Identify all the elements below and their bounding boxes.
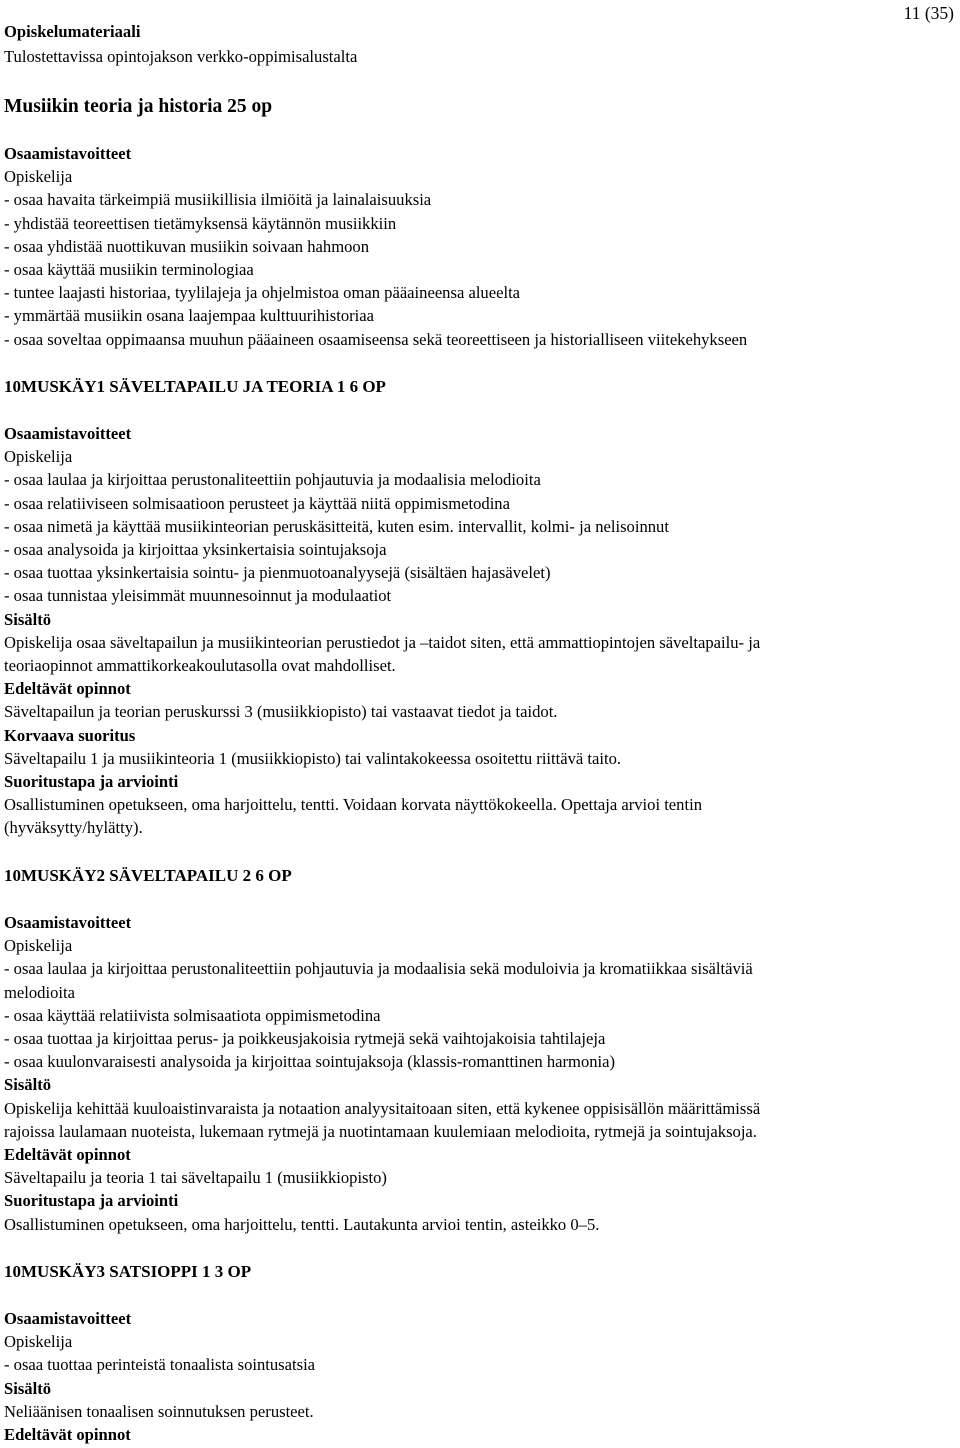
main-title: Musiikin teoria ja historia 25 op [4, 96, 273, 117]
list-item: - yhdistää teoreettisen tietämyksensä käytännön musiikkiin [4, 213, 397, 233]
list-item: - osaa relatiiviseen solmisaatioon perusteet ja käyttää niitä oppimismetodina [4, 493, 510, 513]
course-1-title: 10MUSKÄY1 SÄVELTAPAILU JA TEORIA 1 6 OP [4, 376, 386, 396]
course-2-content-line: rajoissa laulamaan nuoteista, lukemaan rytmejä ja nuotintamaan kuulemiaan melodioita, rytmejä ja sointujaksoja. [4, 1121, 757, 1141]
intro-section [4, 142, 954, 351]
list-item: - osaa analysoida ja kirjoittaa yksinkertaisia sointujaksoja [4, 540, 387, 560]
course-1-section [4, 375, 954, 840]
list-item: - osaa soveltaa oppimaansa muuhun pääaineen osaamiseensa sekä teoreettiseen ja historialliseen viitekehykseen [4, 329, 748, 349]
course-1-content-line: teoriaopinnot ammattikorkeakoulutasolla ovat mahdolliset. [4, 656, 396, 676]
document-page [4, 0, 954, 1446]
course-1-student-label: Opiskelija [4, 447, 73, 467]
course-2-prereq-label: Edeltävät opinnot [4, 1144, 131, 1164]
list-item: - osaa laulaa ja kirjoittaa perustonaliteettiin pohjautuvia ja modaalisia melodioita [4, 470, 541, 490]
course-3-prereq-label: Edeltävät opinnot [4, 1424, 131, 1444]
intro-student-label: Opiskelija [4, 167, 73, 187]
list-item: - osaa nimetä ja käyttää musiikinteorian peruskäsitteitä, kuten esim. intervallit, kolmi- ja nelisoinnut [4, 516, 669, 536]
course-3-content-label: Sisältö [4, 1378, 52, 1398]
list-item: - ymmärtää musiikin osana laajempaa kulttuurihistoriaa [4, 306, 375, 326]
list-item: - osaa kuulonvaraisesti analysoida ja kirjoittaa sointujaksoja (klassis-romanttinen harmonia) [4, 1052, 616, 1072]
page-header [4, 0, 954, 69]
list-item: - osaa tuottaa perinteistä tonaalista sointusatsia [4, 1355, 316, 1375]
list-item: - osaa tunnistaa yleisimmät muunnesoinnut ja modulaatiot [4, 586, 392, 606]
course-1-content-label: Sisältö [4, 609, 52, 629]
list-item: - osaa laulaa ja kirjoittaa perustonaliteettiin pohjautuvia ja modaalisia sekä moduloivia ja kromatiikkaa sisältäviä [4, 959, 753, 979]
course-2-content-label: Sisältö [4, 1075, 52, 1095]
list-item: - osaa yhdistää nuottikuvan musiikin soivaan hahmoon [4, 236, 370, 256]
list-item: - osaa käyttää relatiivista solmisaatiota oppimismetodina [4, 1005, 381, 1025]
list-item: - osaa tuottaa yksinkertaisia sointu- ja pienmuotoanalyysejä (sisältäen hajasävelet) [4, 563, 551, 583]
course-2-content-line: Opiskelija kehittää kuuloaistinvaraista ja notaation analyysitaitoaan siten, että kykenee oppisisällön määrittämissä [4, 1098, 761, 1118]
course-2-section [4, 864, 954, 1236]
course-1-prereq-text: Säveltapailun ja teorian peruskurssi 3 (musiikkiopisto) tai vastaavat tiedot ja taidot. [4, 702, 558, 722]
course-1-method-label: Suoritustapa ja arviointi [4, 772, 179, 792]
course-2-method-text: Osallistuminen opetukseen, oma harjoittelu, tentti. Lautakunta arvioi tentin, asteikko 0–5. [4, 1214, 600, 1234]
course-1-subst-text: Säveltapailu 1 ja musiikinteoria 1 (musiikkiopisto) tai valintakokeessa osoitettu riittävä taito. [4, 748, 622, 768]
course-1-prereq-label: Edeltävät opinnot [4, 679, 131, 699]
intro-goals-label: Osaamistavoitteet [4, 144, 132, 163]
course-1-method-line: (hyväksytty/hylätty). [4, 818, 143, 838]
course-3-student-label: Opiskelija [4, 1332, 73, 1352]
course-2-student-label: Opiskelija [4, 936, 73, 956]
header-subtitle: Tulostettavissa opintojakson verkko-oppimisalustalta [4, 47, 358, 66]
course-1-goals-label: Osaamistavoitteet [4, 424, 132, 444]
list-item: melodioita [4, 982, 75, 1002]
list-item: - osaa tuottaa ja kirjoittaa perus- ja poikkeusjakoisia rytmejä sekä vaihtojakoisia tahtilajeja [4, 1028, 606, 1048]
list-item: - osaa havaita tärkeimpiä musiikillisia ilmiöitä ja lainalaisuuksia [4, 190, 432, 210]
course-3-section [4, 1260, 954, 1446]
course-3-title: 10MUSKÄY3 SATSIOPPI 1 3 OP [4, 1261, 252, 1281]
course-1-method-line: Osallistuminen opetukseen, oma harjoittelu, tentti. Voidaan korvata näyttökokeella. Opettaja arvioi tentin [4, 795, 702, 815]
course-2-goals-label: Osaamistavoitteet [4, 912, 132, 932]
list-item: - tuntee laajasti historiaa, tyylilajeja ja ohjelmistoa oman pääaineensa alueelta [4, 283, 521, 303]
list-item: - osaa käyttää musiikin terminologiaa [4, 260, 254, 280]
course-3-content-text: Neliäänisen tonaalisen soinnutuksen perusteet. [4, 1401, 314, 1421]
course-2-prereq-text: Säveltapailu ja teoria 1 tai säveltapailu 1 (musiikkiopisto) [4, 1168, 387, 1188]
course-2-method-label: Suoritustapa ja arviointi [4, 1191, 179, 1211]
course-1-subst-label: Korvaava suoritus [4, 725, 136, 745]
course-1-content-line: Opiskelija osaa säveltapailun ja musiikinteorian perustiedot ja –taidot siten, että ammattiopintojen säveltapailu- ja [4, 632, 761, 652]
course-3-goals-label: Osaamistavoitteet [4, 1308, 132, 1328]
course-2-title: 10MUSKÄY2 SÄVELTAPAILU 2 6 OP [4, 865, 292, 885]
header-title: Opiskelumateriaali [4, 22, 141, 41]
page-number: 11 (35) [903, 3, 954, 23]
